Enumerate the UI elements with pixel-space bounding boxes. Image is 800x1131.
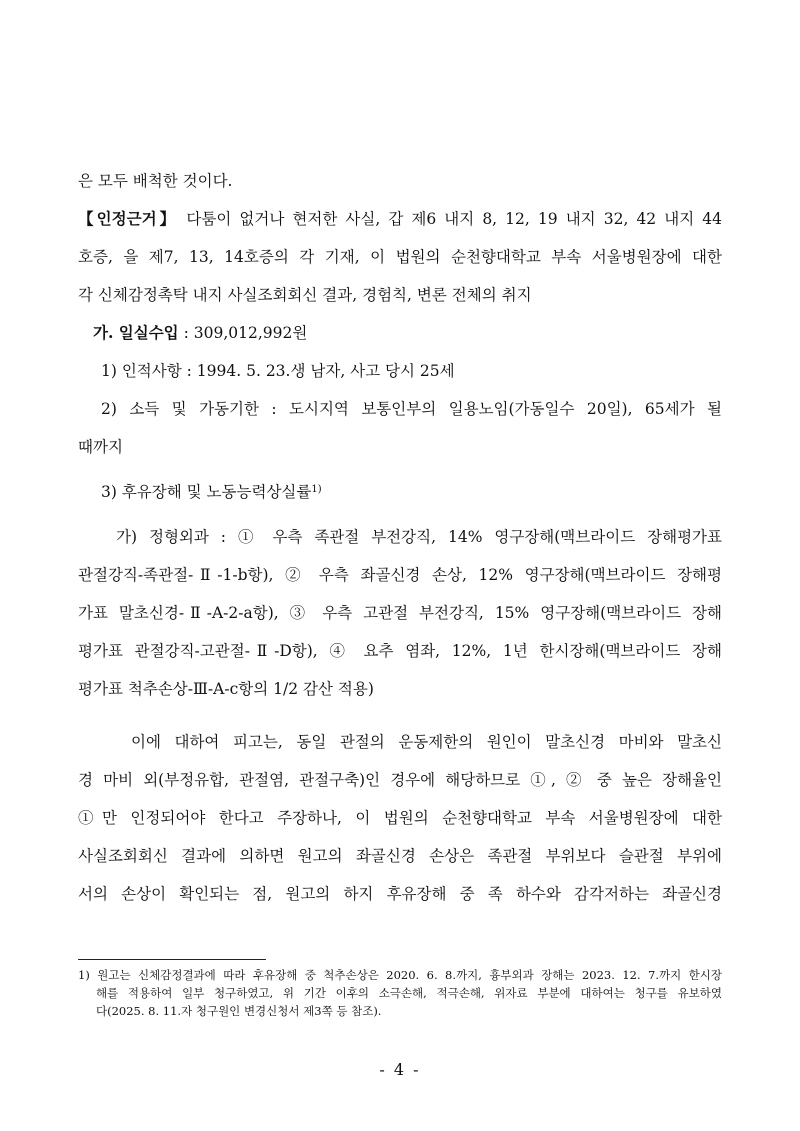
section-heading-lost-income <box>93 322 737 344</box>
body-line-17: ①만 인정되어야 한다고 주장하나, 이 법원의 순천향대학교 부속 서울병원장에 대한 <box>78 809 722 827</box>
body-line-4: 각 신체감정촉탁 내지 사실조회회신 결과, 경험칙, 변론 전체의 취지 <box>78 286 532 304</box>
footnote-divider <box>78 959 266 960</box>
section-title: 가. 일실수입 <box>93 323 179 342</box>
body-line-1: 은 모두 배척한 것이다. <box>78 172 233 190</box>
body-line-16: 경 마비 외(부정유합, 관절염, 관절구축)인 경우에 해당하므로 ①, ② 중 높은 장해율인 <box>78 771 722 789</box>
page-number: - 4 - <box>379 1060 421 1079</box>
body-line-8: 때까지 <box>78 438 123 456</box>
item-disability <box>101 481 745 503</box>
body-line-11: 관절강직-족관절-Ⅱ-1-b항), ② 우측 좌골신경 손상, 12% 영구장해(맥브라이드 장해평 <box>78 566 722 584</box>
body-line-2 <box>78 208 722 230</box>
body-line-13: 평가표 관절강직-고관절-Ⅱ-D항), ④ 요추 염좌, 12%, 1년 한시장해(맥브라이드 장해 <box>78 642 722 660</box>
body-line-3: 호증, 을 제7, 13, 14호증의 각 기재, 이 법원의 순천향대학교 부속 서울병원장에 대한 <box>78 248 722 266</box>
body-line-14: 평가표 척추손상-Ⅲ-A-c항의 1/2 감산 적용) <box>78 680 374 698</box>
body-line-12: 가표 말초신경-Ⅱ-A-2-a항), ③ 우측 고관절 부전강직, 15% 영구장해(맥브라이드 장해 <box>78 604 722 622</box>
body-line-15: 이에 대하여 피고는, 동일 관절의 운동제한의 원인이 말초신경 마비와 말초신 <box>131 733 722 751</box>
body-line-18: 사실조회회신 결과에 의하면 원고의 좌골신경 손상은 족관절 부위보다 슬관절 부위에 <box>78 847 722 865</box>
item-income-period: 2) 소득 및 가동기한 : 도시지역 보통인부의 일용노임(가동일수 20일), 65세가 될 <box>101 400 722 418</box>
section-amount: : 309,012,992원 <box>178 324 308 342</box>
item-personal-info: 1) 인적사항 : 1994. 5. 23.생 남자, 사고 당시 25세 <box>101 362 455 380</box>
item-disability-text: 3) 후유장해 및 노동능력상실률 <box>101 483 312 501</box>
evidence-heading: 【인정근거】 <box>78 209 179 228</box>
body-line-19: 서의 손상이 확인되는 점, 원고의 하지 후유장해 중 족 하수와 감각저하는 좌골신경 <box>78 885 722 903</box>
footnote-line-3: 다(2025. 8. 11.자 청구원인 변경신청서 제3쪽 등 참조). <box>96 1004 382 1018</box>
footnote-ref: 1) <box>311 484 322 495</box>
footnote-line-2: 해를 적용하여 일부 청구하였고, 위 기간 이후의 소극손해, 적극손해, 위자료 부분에 대하여는 청구를 유보하였 <box>96 986 722 1000</box>
subitem-orthopedics: 가) 정형외과 : ① 우측 족관절 부전강직, 14% 영구장해(맥브라이드 장해평가표 <box>116 528 722 546</box>
evidence-text: 다툼이 없거나 현저한 사실, 갑 제6 내지 8, 12, 19 내지 32, 42 내지 44 <box>178 210 722 228</box>
footnote-line-1: 1) 원고는 신체감정결과에 따라 후유장해 중 척추손상은 2020. 6. 8.까지, 흉부외과 장해는 2023. 12. 7.까지 한시장 <box>78 968 722 982</box>
